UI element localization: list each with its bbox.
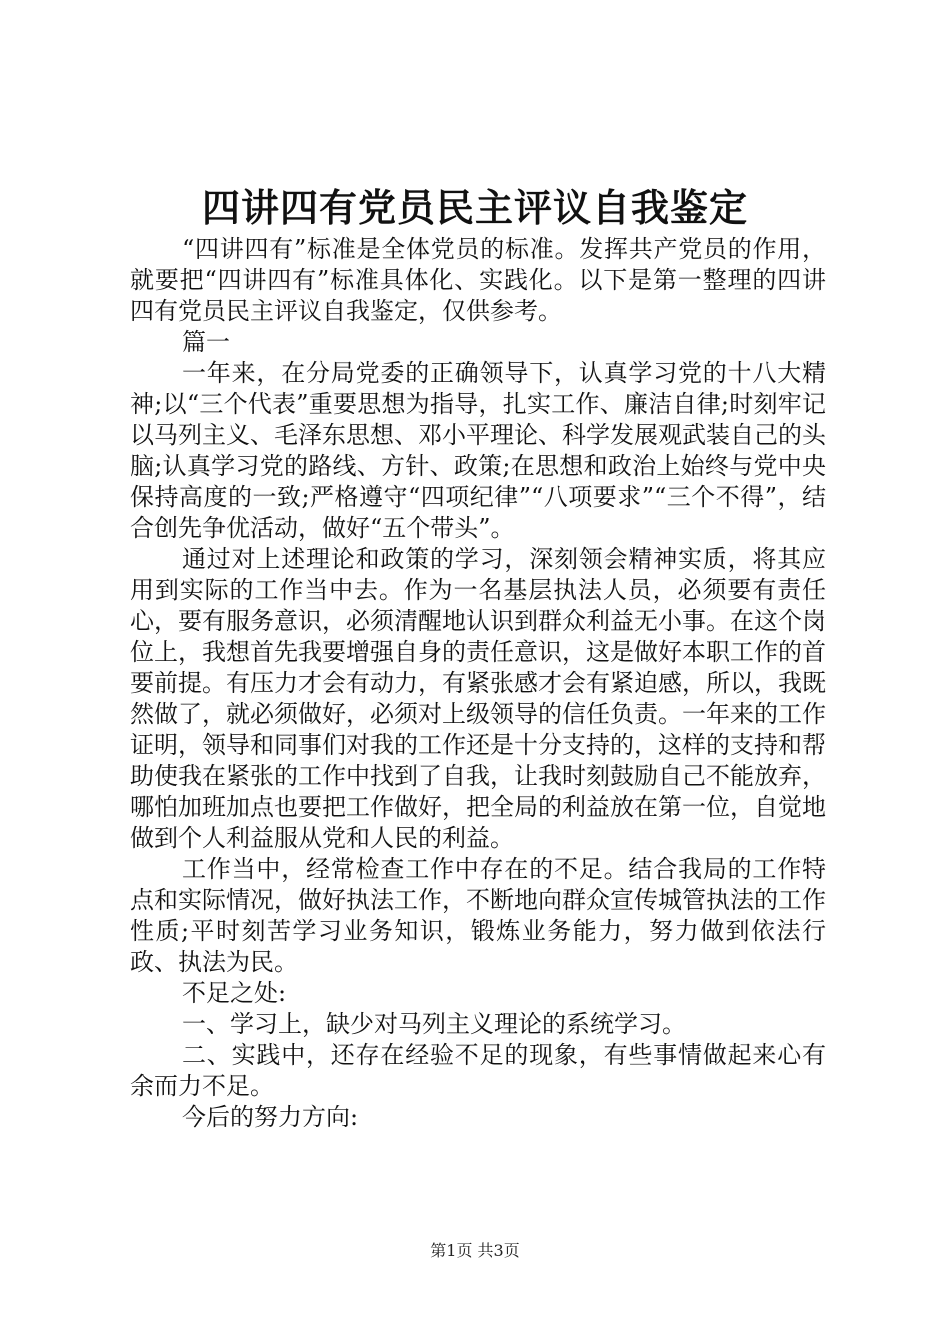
list-item: 一、学习上，缺少对马列主义理论的系统学习。 bbox=[182, 1010, 686, 1038]
paragraph-intro: “四讲四有”标准是全体党员的标准。发挥共产党员的作用，就要把“四讲四有”标准具体化、实践化。以下是第一整理的四讲四有党员民主评议自我鉴定，仅供参考。 bbox=[130, 235, 826, 325]
page-footer: 第1页 共3页 bbox=[430, 1241, 520, 1260]
subheading-shortcomings: 不足之处: bbox=[182, 979, 287, 1007]
subheading-future-direction: 今后的努力方向: bbox=[182, 1103, 359, 1131]
document-title: 四讲四有党员民主评议自我鉴定 bbox=[201, 185, 748, 230]
section-heading: 篇一 bbox=[182, 328, 230, 356]
paragraph: 工作当中，经常检查工作中存在的不足。结合我局的工作特点和实际情况，做好执法工作，不断地向群众宣传城管执法的工作性质;平时刻苦学习业务知识，锻炼业务能力，努力做到依法行政、执法为民。 bbox=[130, 855, 826, 976]
document-body bbox=[130, 234, 826, 1133]
paragraph: 一年来，在分局党委的正确领导下，认真学习党的十八大精神;以“三个代表”重要思想为指导，扎实工作、廉洁自律;时刻牢记以马列主义、毛泽东思想、邓小平理论、科学发展观武装自己的头脑;认真学习党的路线、方针、政策;在思想和政治上始终与党中央保持高度的一致;严格遵守“四项纪律”“八项要求”“三个不得”，结合创先争优活动，做好“五个带头”。 bbox=[130, 359, 826, 542]
list-item: 二、实践中，还存在经验不足的现象，有些事情做起来心有余而力不足。 bbox=[130, 1041, 826, 1100]
paragraph: 通过对上述理论和政策的学习，深刻领会精神实质，将其应用到实际的工作当中去。作为一名基层执法人员，必须要有责任心，要有服务意识，必须清醒地认识到群众利益无小事。在这个岗位上，我想首先我要增强自身的责任意识，这是做好本职工作的首要前提。有压力才会有动力，有紧张感才会有紧迫感，所以，我既然做了，就必须做好，必须对上级领导的信任负责。一年来的工作证明，领导和同事们对我的工作还是十分支持的，这样的支持和帮助使我在紧张的工作中找到了自我，让我时刻鼓励自己不能放弃，哪怕加班加点也要把工作做好，把全局的利益放在第一位，自觉地做到个人利益服从党和人民的利益。 bbox=[130, 545, 826, 852]
